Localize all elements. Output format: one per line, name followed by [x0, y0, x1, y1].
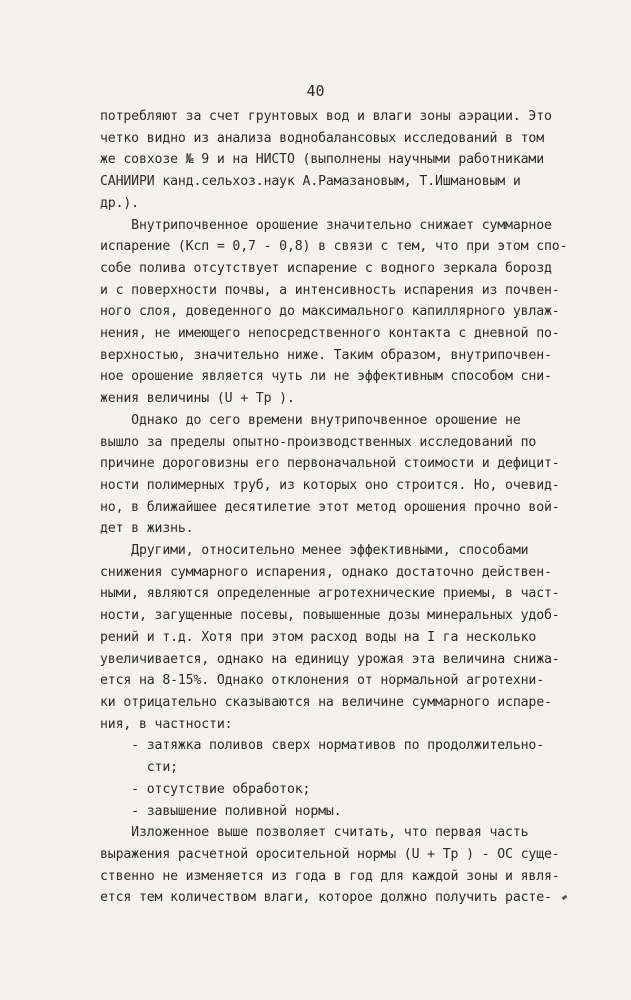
- text-line: рений и т.д. Хотя при этом расход воды на I га несколько: [100, 629, 537, 645]
- text-line: собе полива отсутствует испарение с водного зеркала борозд: [100, 260, 552, 276]
- text-line: Однако до сего времени внутрипочвенное орошение не: [100, 412, 521, 428]
- text-line: четко видно из анализа воднобалансовых исследований в том: [100, 130, 545, 146]
- text-line: увеличивается, однако на единицу урожая эта величина снижа-: [100, 651, 560, 667]
- text-line: и с поверхности почвы, а интенсивность испарения из почвен-: [100, 282, 560, 298]
- text-line: ности, загущенные посевы, повышенные дозы минеральных удоб-: [100, 608, 560, 624]
- text-line: ется тем количеством влаги, которое должно получить расте-: [100, 890, 552, 906]
- text-line: выражения расчетной оросительной нормы (U + Tp ) - ОС суще-: [100, 846, 560, 862]
- text-line: Внутрипочвенное орошение значительно снижает суммарное: [100, 217, 552, 233]
- text-line: причине дороговизны его первоначальной стоимости и дефицит-: [100, 456, 560, 472]
- text-line: - отсутствие обработок;: [100, 781, 311, 797]
- text-line: но, в ближайшее десятилетие этот метод орошения прочно вой-: [100, 499, 560, 515]
- text-line: ности полимерных труб, из которых оно строится. Но, очевид-: [100, 477, 560, 493]
- text-line: ется на 8-15%. Однако отклонения от нормальной агротехни-: [100, 673, 545, 689]
- text-line: сти;: [100, 760, 178, 776]
- text-line: ными, являются определенные агротехнические приемы, в част-: [100, 586, 560, 602]
- text-line: Другими, относительно менее эффективными, способами: [100, 543, 529, 559]
- text-line: же совхозе № 9 и на НИСТО (выполнены научными работниками: [100, 152, 545, 168]
- page-number: 40: [306, 82, 325, 100]
- text-line: др.).: [100, 195, 139, 211]
- text-line: ки отрицательно сказываются на величине суммарного испаре-: [100, 694, 552, 710]
- text-line: - завышение поливной нормы.: [100, 803, 342, 819]
- text-line: снижения суммарного испарения, однако достаточно действен-: [100, 564, 552, 580]
- text-line: Изложенное выше позволяет считать, что первая часть: [100, 825, 529, 841]
- text-line: дет в жизнь.: [100, 521, 194, 537]
- text-line: - затяжка поливов сверх нормативов по продолжительно-: [100, 738, 545, 754]
- body-text: [100, 106, 570, 909]
- text-line: нения, не имеющего непосредственного контакта с дневной по-: [100, 326, 560, 342]
- text-line: жения величины (U + Tp ).: [100, 391, 295, 407]
- text-line: САНИИРИ канд.сельхоз.наук А.Рамазановым, Т.Ишмановым и: [100, 174, 521, 190]
- text-line: потребляют за счет грунтовых вод и влаги зоны аэрации. Это: [100, 109, 552, 124]
- text-line: ного слоя, доведенного до максимального капиллярного увлаж-: [100, 304, 560, 320]
- text-line: ния, в частности:: [100, 716, 233, 732]
- text-line: верхностью, значительно ниже. Таким образом, внутрипочвен-: [100, 347, 552, 363]
- text-line: испарение (Ксп = 0,7 - 0,8) в связи с тем, что при этом спо-: [100, 239, 568, 255]
- text-line: ное орошение является чуть ли не эффективным способом сни-: [100, 369, 552, 385]
- text-line: ственно не изменяется из года в год для каждой зоны и явля-: [100, 868, 560, 884]
- text-line: вышло за пределы опытно-производственных исследований по: [100, 434, 537, 450]
